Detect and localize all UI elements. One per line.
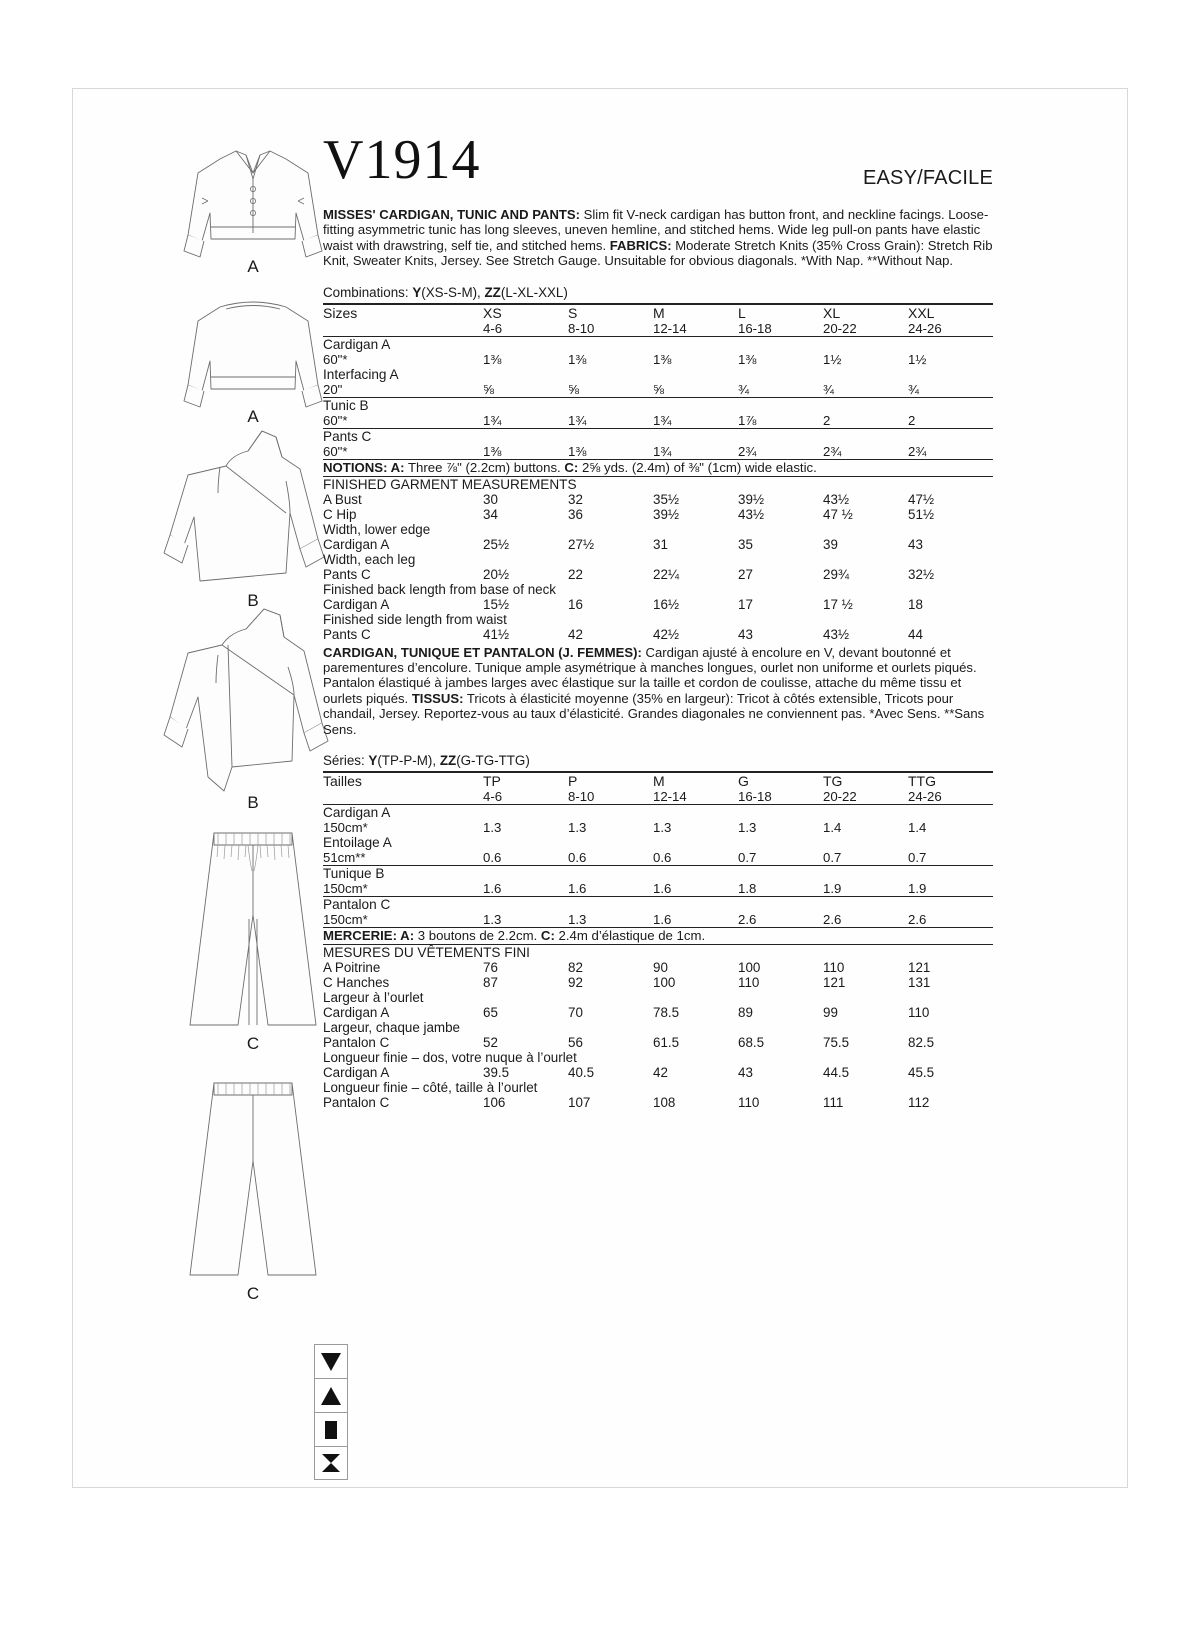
garment-label: Interfacing A (323, 366, 399, 382)
measurement-row (323, 597, 993, 612)
english-combinations: Combinations: Y(XS-S-M), ZZ(L-XL-XXL) (323, 284, 568, 300)
yardage-value: ⅝ (483, 381, 494, 397)
size-number: 4-6 (483, 320, 503, 336)
measurement-value: 30 (483, 491, 498, 507)
size-name: P (568, 773, 578, 790)
measurement-label: Cardigan A (323, 596, 390, 612)
garment-label: Pantalon C (323, 897, 391, 913)
size-number: 24-26 (908, 789, 942, 805)
measurement-value: 121 (823, 975, 846, 991)
measurements-title-row (323, 476, 993, 492)
measurement-value: 112 (908, 1095, 930, 1111)
measurements-title: FINISHED GARMENT MEASUREMENTS (323, 476, 577, 492)
size-name: S (568, 304, 578, 321)
measurement-value: 111 (823, 1095, 844, 1111)
size-name: M (653, 304, 665, 321)
measurement-value: 16 (568, 596, 583, 612)
measurement-value: 32½ (908, 566, 935, 582)
yardage-value: 1⅜ (483, 351, 502, 367)
measurement-value: 41½ (483, 626, 510, 642)
triangle-down-icon (314, 1344, 348, 1378)
yardage-value: 1.9 (823, 881, 842, 897)
size-number: 16-18 (738, 789, 772, 805)
pants-front-icon (158, 819, 348, 1053)
view-letter: A (247, 407, 259, 426)
garment-label: Cardigan A (323, 805, 391, 821)
measurement-value: 16½ (653, 596, 680, 612)
yardage-value: 2¾ (823, 443, 842, 459)
measurement-value: 100 (653, 975, 676, 991)
size-number: 20-22 (823, 320, 857, 336)
table-header-row (323, 304, 993, 321)
measurement-row (323, 960, 993, 975)
measurement-label: Pantalon C (323, 1035, 390, 1051)
measurement-value: 43 (738, 626, 753, 642)
measurement-row (323, 492, 993, 507)
measurement-label: Pants C (323, 626, 371, 642)
yardage-value: 1.3 (568, 820, 587, 836)
table-header-row (323, 772, 993, 789)
notions-text: NOTIONS: A: Three ⅞" (2.2cm) buttons. C: 2⅝ yds. (2.4m) of ⅜" (1cm) wide elastic. (323, 459, 817, 475)
yardage-garment-row (323, 866, 993, 882)
size-number: 8-10 (568, 320, 595, 336)
measurement-value: 82 (568, 960, 583, 976)
measurement-value: 47½ (908, 491, 935, 507)
hourglass-icon (314, 1446, 348, 1480)
yardage-value: 0.6 (653, 850, 672, 866)
size-number: 8-10 (568, 789, 595, 805)
garment-label: Tunique B (323, 866, 385, 882)
measurement-group-label: Longueur finie – côté, taille à l’ourlet (323, 1080, 538, 1096)
yardage-value: 1¾ (568, 412, 587, 428)
yardage-value-row (323, 352, 993, 367)
measurement-row (323, 567, 993, 582)
yardage-garment-row (323, 397, 993, 413)
table-subheader-row (323, 789, 993, 805)
yardage-value: 0.7 (738, 850, 757, 866)
garment-illustrations (158, 139, 348, 1479)
measurement-value: 68.5 (738, 1035, 765, 1051)
measurement-value: 44 (908, 626, 923, 642)
yardage-value: 0.6 (483, 850, 502, 866)
measurements-title: MESURES DU VÊTEMENTS FINI (323, 945, 530, 961)
measurement-value: 78.5 (653, 1005, 680, 1021)
measurement-value: 75.5 (823, 1035, 850, 1051)
yardage-value: 1.3 (568, 912, 587, 928)
yardage-value-row (323, 912, 993, 928)
yardage-value: 2.6 (823, 912, 842, 928)
yardage-value: ¾ (738, 381, 749, 397)
measurement-group-label: Width, lower edge (323, 521, 431, 537)
measurement-value: 99 (823, 1005, 838, 1021)
measurements-title-row (323, 945, 993, 961)
yardage-value: 1.9 (908, 881, 927, 897)
yardage-value: 1⅜ (568, 443, 587, 459)
measurement-value: 25½ (483, 536, 510, 552)
garment-label: Entoilage A (323, 835, 392, 851)
measurement-group-row (323, 522, 993, 537)
french-description: CARDIGAN, TUNIQUE ET PANTALON (J. FEMMES): Cardigan ajusté à encolure en V, devant boutonné et parementures d’encolure. Tunique ample asymétrique à manches longues, ourlet non uniforme et ourlets piqués. Pantalon élastiqué à jambes larges avec élastique sur la taille et cordon de coulisse, attache du même tissu et ourlets piqués. TISSUS: Tricots à élasticité moyenne (35% en largeur): Tricot à côtés extensible, Tricots pour chandail, Jersey. Reportez-vous au taux d’élasticité. Grandes diagonales ne conviennent pas. *Avec Sens. **Sans Sens. (323, 644, 985, 737)
yardage-value: ¾ (823, 381, 834, 397)
measurement-value: 35 (738, 536, 753, 552)
fabric-width: 20" (323, 381, 343, 397)
yardage-value-row (323, 382, 993, 398)
yardage-value: 1.3 (653, 820, 672, 836)
measurement-value: 27 (738, 566, 753, 582)
yardage-value: 1⅜ (738, 351, 757, 367)
cardigan-front-icon (158, 139, 348, 276)
measurement-group-label: Finished back length from base of neck (323, 581, 556, 597)
yardage-value-row (323, 881, 993, 897)
measurement-row (323, 975, 993, 990)
size-name: G (738, 773, 749, 790)
yardage-value: ⅝ (653, 381, 664, 397)
size-number: 16-18 (738, 320, 772, 336)
pattern-symbol-stack (314, 1344, 348, 1480)
yardage-value: 1.3 (483, 912, 502, 928)
measurement-value: 131 (908, 975, 931, 991)
measurement-row (323, 1095, 993, 1110)
yardage-value: 1.8 (738, 881, 757, 897)
measurement-value: 29¾ (823, 566, 850, 582)
measurement-value: 89 (738, 1005, 753, 1021)
french-combinations: Séries: Y(TP-P-M), ZZ(G-TG-TTG) (323, 753, 530, 769)
measurement-value: 15½ (483, 596, 510, 612)
yardage-value: 1½ (823, 351, 842, 367)
yardage-value: 1.6 (568, 881, 587, 897)
measurement-value: 39½ (653, 506, 680, 522)
sizes-label: Tailles (323, 773, 362, 790)
measurement-group-label: Largeur à l’ourlet (323, 990, 424, 1006)
english-table-body (323, 304, 993, 642)
size-name: TTG (908, 773, 936, 790)
yardage-value: 1½ (908, 351, 927, 367)
measurement-label: A Poitrine (323, 960, 381, 976)
measurement-value: 87 (483, 975, 498, 991)
measurement-value: 43 (908, 536, 923, 552)
measurement-value: 92 (568, 975, 583, 991)
french-size-table (323, 771, 993, 1110)
measurement-value: 44.5 (823, 1065, 850, 1081)
size-name: XL (823, 304, 841, 321)
size-name: L (738, 304, 746, 321)
yardage-garment-row (323, 367, 993, 382)
garment-label: Cardigan A (323, 336, 391, 352)
measurement-value: 31 (653, 536, 668, 552)
yardage-value: 1.4 (908, 820, 927, 836)
difficulty-label: EASY/FACILE (862, 167, 993, 189)
measurement-value: 56 (568, 1035, 583, 1051)
yardage-value-row (323, 820, 993, 835)
measurement-value: 43 (738, 1065, 753, 1081)
measurement-label: Cardigan A (323, 1005, 390, 1021)
view-letter: C (246, 1284, 260, 1303)
rectangle-icon (314, 1412, 348, 1446)
measurement-value: 76 (483, 960, 498, 976)
yardage-value: 1.3 (483, 820, 502, 836)
measurement-row (323, 537, 993, 552)
measurement-group-row (323, 1080, 993, 1095)
garment-label: Pants C (323, 428, 372, 444)
yardage-value: 2 (908, 412, 916, 428)
measurement-value: 32 (568, 491, 583, 507)
measurement-label: Pantalon C (323, 1095, 390, 1111)
yardage-value-row (323, 850, 993, 866)
measurement-row (323, 1065, 993, 1080)
yardage-value: 1.6 (483, 881, 502, 897)
measurement-value: 22¼ (653, 566, 680, 582)
size-number: 4-6 (483, 789, 503, 805)
measurement-label: C Hip (323, 506, 357, 522)
measurement-group-row (323, 552, 993, 567)
notions-row (323, 928, 993, 945)
triangle-up-icon (314, 1378, 348, 1412)
measurement-value: 40.5 (568, 1065, 595, 1081)
fabric-width: 51cm** (323, 850, 366, 866)
measurement-label: A Bust (323, 491, 362, 507)
yardage-value: 0.6 (568, 850, 587, 866)
measurement-value: 43½ (823, 626, 850, 642)
measurement-row (323, 1005, 993, 1020)
measurement-value: 90 (653, 960, 668, 976)
measurement-value: 35½ (653, 491, 680, 507)
yardage-value: 1⅞ (738, 412, 757, 428)
measurement-value: 47 ½ (823, 506, 853, 522)
yardage-value: ¾ (908, 381, 919, 397)
measurement-label: Cardigan A (323, 1065, 390, 1081)
garment-label: Tunic B (323, 397, 369, 413)
measurement-group-row (323, 990, 993, 1005)
measurement-value: 43½ (823, 491, 850, 507)
measurement-value: 82.5 (908, 1035, 935, 1051)
yardage-garment-row (323, 428, 993, 444)
yardage-value: 1⅜ (653, 351, 672, 367)
fabric-width: 60"* (323, 412, 348, 428)
size-number: 12-14 (653, 789, 687, 805)
yardage-value-row (323, 444, 993, 460)
measurement-value: 39.5 (483, 1065, 510, 1081)
measurement-value: 42 (653, 1065, 668, 1081)
view-letter: B (247, 793, 259, 812)
yardage-value: 1¾ (653, 412, 672, 428)
yardage-value: 1.4 (823, 820, 842, 836)
yardage-value: 1.3 (738, 820, 757, 836)
yardage-value-row (323, 413, 993, 429)
measurement-value: 45.5 (908, 1065, 935, 1081)
measurement-label: Cardigan A (323, 536, 390, 552)
measurement-label: C Hanches (323, 975, 390, 991)
measurement-value: 43½ (738, 506, 765, 522)
content-column (323, 129, 993, 1110)
measurement-value: 36 (568, 506, 583, 522)
tunic-front-icon (158, 421, 348, 610)
yardage-value: 0.7 (823, 850, 842, 866)
measurement-value: 108 (653, 1095, 676, 1111)
fabric-width: 150cm* (323, 881, 368, 897)
view-letter: B (247, 591, 259, 610)
yardage-value: 2 (823, 412, 831, 428)
measurement-value: 42½ (653, 626, 680, 642)
yardage-value: ⅝ (568, 381, 579, 397)
measurement-value: 51½ (908, 506, 935, 522)
measurement-value: 52 (483, 1035, 498, 1051)
yardage-value: 1¾ (653, 443, 672, 459)
fabric-width: 60"* (323, 443, 348, 459)
yardage-garment-row (323, 805, 993, 821)
yardage-value: 2.6 (908, 912, 927, 928)
measurement-row (323, 1035, 993, 1050)
size-number: 12-14 (653, 320, 687, 336)
yardage-value: 1¾ (483, 412, 502, 428)
measurement-row (323, 507, 993, 522)
pattern-envelope-back (72, 88, 1128, 1488)
measurement-value: 39 (823, 536, 838, 552)
size-number: 20-22 (823, 789, 857, 805)
yardage-value: 2.6 (738, 912, 757, 928)
measurement-value: 110 (823, 960, 845, 976)
measurement-group-row (323, 1020, 993, 1035)
measurement-label: Pants C (323, 566, 371, 582)
measurement-value: 110 (908, 1005, 930, 1021)
yardage-value: 1.6 (653, 912, 672, 928)
measurement-value: 107 (568, 1095, 591, 1111)
english-size-table (323, 303, 993, 642)
measurement-group-label: Longueur finie – dos, votre nuque à l’ourlet (323, 1050, 577, 1066)
measurement-group-row (323, 1050, 993, 1065)
yardage-value: 2¾ (738, 443, 757, 459)
measurement-value: 20½ (483, 566, 510, 582)
pattern-number: V1914 (323, 129, 481, 191)
yardage-garment-row (323, 336, 993, 352)
pants-back-icon (158, 1069, 348, 1303)
measurement-value: 27½ (568, 536, 595, 552)
tunic-back-icon (158, 601, 348, 812)
english-description: MISSES' CARDIGAN, TUNIC AND PANTS: Slim fit V-neck cardigan has button front, and neckline facings. Loose-fitting asymmetric tunic has long sleeves, uneven hemline, and stitched hems. Wide leg pull-on pants have elastic waist with drawstring, self tie, and stitched hems. FABRICS: Moderate Stretch Knits (35% Cross Grain): Stretch Rib Knit, Sweater Knits, Jersey. See Stretch Gauge. Unsuitable for obvious diagonals. *With Nap. **Without Nap. (323, 207, 993, 269)
measurement-value: 34 (483, 506, 498, 522)
yardage-garment-row (323, 897, 993, 913)
measurement-value: 17 (738, 596, 753, 612)
measurement-value: 100 (738, 960, 761, 976)
measurement-value: 65 (483, 1005, 498, 1021)
fabric-width: 60"* (323, 351, 348, 367)
sizes-label: Sizes (323, 304, 358, 321)
yardage-value: 1.6 (653, 881, 672, 897)
size-name: TP (483, 773, 501, 790)
measurement-value: 39½ (738, 491, 765, 507)
notions-row (323, 459, 993, 476)
measurement-group-label: Width, each leg (323, 551, 416, 567)
yardage-value: 2¾ (908, 443, 927, 459)
yardage-garment-row (323, 835, 993, 850)
yardage-value: 1⅜ (483, 443, 502, 459)
measurement-group-label: Largeur, chaque jambe (323, 1020, 460, 1036)
french-table-body (323, 772, 993, 1110)
size-name: TG (823, 773, 843, 790)
measurement-value: 121 (908, 960, 931, 976)
size-number: 24-26 (908, 320, 942, 336)
view-letter: C (246, 1034, 260, 1053)
fabric-width: 150cm* (323, 912, 368, 928)
size-name: XS (483, 304, 502, 321)
view-letter: A (247, 257, 259, 276)
measurement-value: 106 (483, 1095, 506, 1111)
measurement-value: 70 (568, 1005, 583, 1021)
size-name: XXL (908, 304, 935, 321)
measurement-value: 42 (568, 626, 583, 642)
measurement-value: 110 (738, 1095, 760, 1111)
yardage-value: 1⅜ (568, 351, 587, 367)
measurement-value: 22 (568, 566, 583, 582)
measurement-value: 18 (908, 596, 923, 612)
measurement-group-row (323, 582, 993, 597)
measurement-group-label: Finished side length from waist (323, 611, 507, 627)
measurement-value: 110 (738, 975, 760, 991)
notions-text: MERCERIE: A: 3 boutons de 2.2cm. C: 2.4m d’élastique de 1cm. (323, 928, 706, 944)
table-subheader-row (323, 321, 993, 337)
measurement-row (323, 627, 993, 642)
yardage-value: 0.7 (908, 850, 927, 866)
fabric-width: 150cm* (323, 820, 368, 836)
measurement-value: 61.5 (653, 1035, 680, 1051)
measurement-value: 17 ½ (823, 596, 853, 612)
measurement-group-row (323, 612, 993, 627)
size-name: M (653, 773, 665, 790)
page (73, 89, 1127, 1487)
